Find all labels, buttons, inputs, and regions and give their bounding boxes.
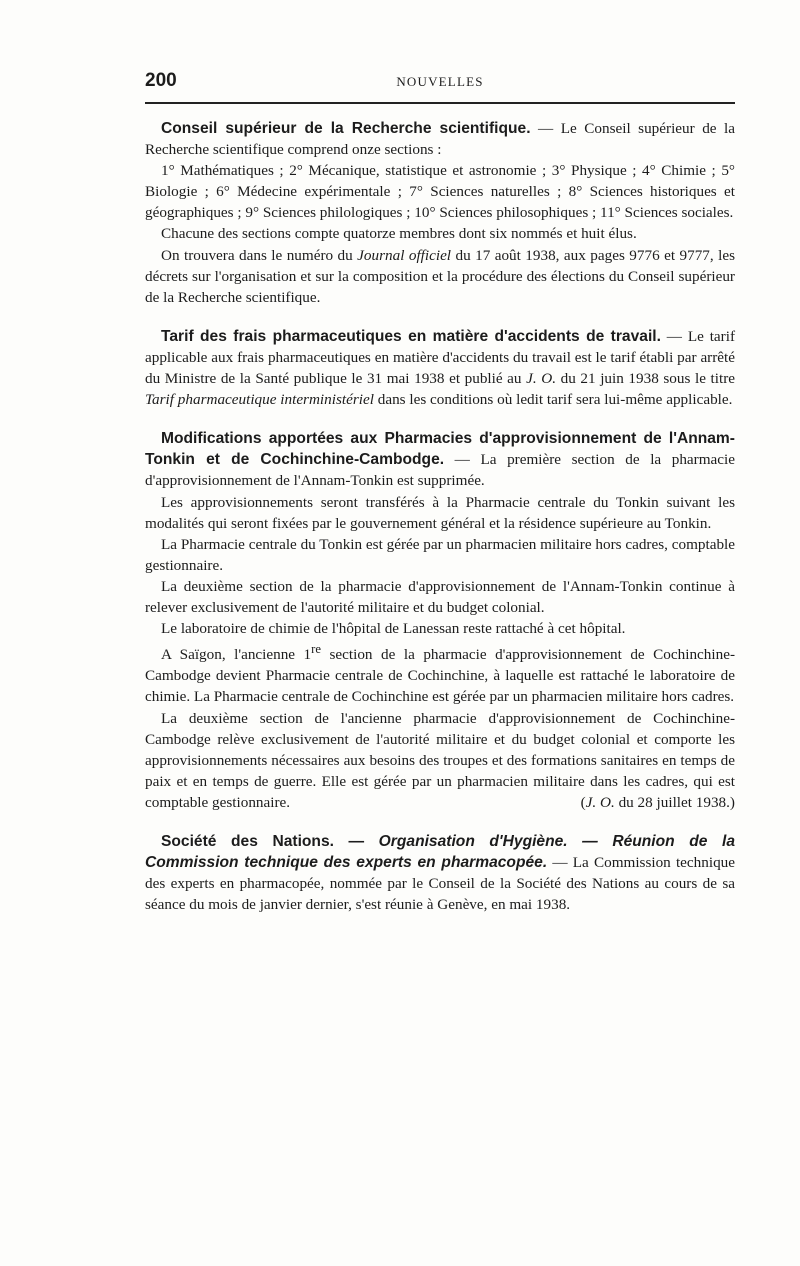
page-number: 200: [145, 70, 177, 91]
article-paragraph: Société des Nations. — Organisation d'Hygiène. — Réunion de la Commission technique des experts en pharmacopée. — La Commission technique des experts en pharmacopée, nommée par le Conseil de la Société des Nations au cours de sa séance du mois de janvier dernier, s'est réunie à Genève, en mai 1938.: [145, 832, 735, 914]
article-societe-des-nations: [145, 831, 735, 915]
article-subheading: Organisation d'Hygiène. — Réunion de la Commission technique des experts en pharmacopée.: [145, 832, 735, 872]
article-paragraph: Modifications apportées aux Pharmacies d'approvisionnement de l'Annam-Tonkin et de Cochinchine-Cambodge. — La première section de la pharmacie d'approvisionnement de l'Annam-Tonkin est supprimée.: [145, 430, 735, 490]
article-paragraph: Chacune des sections compte quatorze membres dont six nommés et huit élus.: [161, 225, 637, 243]
article-heading: Société des Nations.: [161, 832, 334, 850]
paragraph-text: Le Conseil supérieur de la Recherche scientifique comprend onze sections :: [145, 120, 735, 159]
tarif-title: Tarif pharmaceutique interministériel: [145, 391, 374, 409]
article-paragraph: La Pharmacie centrale du Tonkin est gérée par un pharmacien militaire hors cadres, comptable gestionnaire.: [145, 535, 735, 574]
article-paragraph: La deuxième section de la pharmacie d'approvisionnement de l'Annam-Tonkin continue à relever exclusivement de l'autorité militaire et du budget colonial.: [145, 577, 735, 616]
article-paragraph: Conseil supérieur de la Recherche scientifique. — Le Conseil supérieur de la Recherche scientifique comprend onze sections :: [145, 120, 735, 159]
citation: (J. O. du 28 juillet 1938.): [580, 793, 735, 811]
article-conseil-superieur: [145, 118, 735, 308]
article-heading: Modifications apportées aux Pharmacies d'approvisionnement de l'Annam-Tonkin et de Cochinchine-Cambodge.: [145, 430, 735, 469]
article-paragraph: Les approvisionnements seront transférés à la Pharmacie centrale du Tonkin suivant les modalités qui seront fixées par le gouvernement général et la résidence supérieure au Tonkin.: [145, 493, 735, 532]
page-body: [145, 118, 735, 933]
article-paragraph: La deuxième section de l'ancienne pharmacie d'approvisionnement de Cochinchine-Cambodge relève exclusivement de l'autorité militaire et du budget colonial et comporte les approvisionnements nécessaires aux besoins des troupes et des formations sanitaires en temps de paix et en temps de guerre. Elle est gérée par un pharmacien militaire dans les cadres, qui est comptable gestionnaire. (J. O. du 28 juillet 1938.): [145, 708, 735, 813]
article-paragraph: Tarif des frais pharmaceutiques en matière d'accidents de travail. — Le tarif applicable aux frais pharmaceutiques en matière d'accidents du travail est le tarif établi par arrêté du Ministre de la Santé publique le 31 mai 1938 et publié au J. O. du 21 juin 1938 sous le titre Tarif pharmaceutique interministériel dans les conditions où ledit tarif sera lui-même applicable.: [145, 327, 736, 409]
article-tarif-frais: [145, 326, 735, 410]
article-heading: Conseil supérieur de la Recherche scientifique.: [161, 120, 531, 137]
article-paragraph: 1° Mathématiques ; 2° Mécanique, statistique et astronomie ; 3° Physique ; 4° Chimie ; 5° Biologie ; 6° Médecine expérimentale ; 7° Sciences naturelles ; 8° Sciences historiques et géographiques ; 9° Sciences philologiques ; 10° Sciences philosophiques ; 11° Sciences sociales.: [145, 162, 735, 222]
article-heading: Tarif des frais pharmaceutiques en matière d'accidents de travail.: [161, 327, 661, 345]
running-title: NOUVELLES: [396, 74, 484, 89]
article-paragraph: On trouvera dans le numéro du Journal officiel du 17 août 1938, aux pages 9776 et 9777, les décrets sur l'organisation et sur la composition et la procédure des élections du Conseil supérieur de la Recherche scientifique.: [145, 246, 735, 306]
running-head: [145, 66, 735, 104]
article-paragraph: Le laboratoire de chimie de l'hôpital de Lanessan reste rattaché à cet hôpital.: [161, 620, 626, 638]
journal-title: Journal officiel: [357, 246, 452, 264]
journal-abbrev: J. O.: [526, 370, 557, 388]
article-paragraph: A Saïgon, l'ancienne 1re section de la pharmacie d'approvisionnement de Cochinchine-Cambodge devient Pharmacie centrale de Cochinchine, à laquelle est rattaché le laboratoire de chimie. La Pharmacie centrale de Cochinchine est gérée par un pharmacien militaire hors cadres.: [145, 642, 735, 706]
article-modifications-pharmacies: [145, 428, 735, 813]
